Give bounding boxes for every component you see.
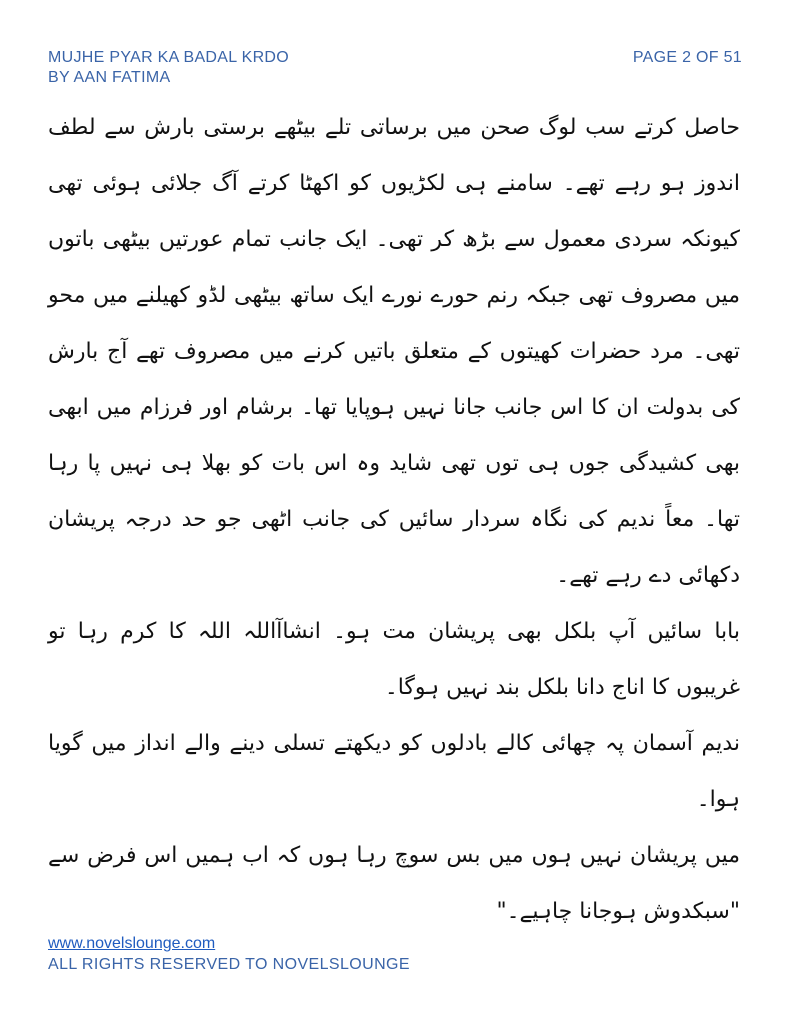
website-link[interactable]: www.novelslounge.com (48, 935, 216, 952)
author-line: BY AAN FATIMA (48, 69, 171, 86)
page-indicator: PAGE 2 OF 51 (632, 49, 742, 66)
body-paragraph: بابا سائیں آپ بلکل بھی پریشان مت ہو۔ انشاآاللہ اللہ کا کرم رہا تو غریبوں کا اناج دانا بلکل بند نہیں ہوگا۔ (48, 619, 740, 700)
body-paragraph: حاصل کرتے سب لوگ صحن میں برساتی تلے بیٹھے برستی بارش سے لطف اندوز ہو رہے تھے۔ سامنے ہی لکڑیوں کو اکھٹا کرتے آگ جلائی ہوئی تھی کیونکہ سردی معمول سے بڑھ کر تھی۔ ایک جانب تمام عورتیں بیٹھی باتوں میں مصروف تھی جبکہ رنم حورے نورے ایک ساتھ بیٹھی لڈو کھیلنے میں محو تھی۔ مرد حضرات کھیتوں کے متعلق باتیں کرنے میں مصروف تھے آج بارش کی بدولت ان کا اس جانب جانا نہیں ہوپایا تھا۔ برشام اور فرزام میں ابھی بھی کشیدگی جوں ہی توں تھی شاید وہ اس بات کو بھلا ہی نہیں پا رہا تھا۔ معاً ندیم کی نگاہ سردار سائیں کی جانب اٹھی جو حد درجہ پریشان دکھائی دے رہے تھے۔ (48, 115, 740, 588)
page-body (48, 100, 740, 940)
copyright-notice: ALL RIGHTS RESERVED TO NOVELSLOUNGE (48, 956, 410, 973)
novel-title: MUJHE PYAR KA BADAL KRDO (48, 49, 290, 66)
document-footer (48, 934, 410, 976)
body-paragraph: ندیم آسمان پہ چھائی کالے بادلوں کو دیکھتے تسلی دینے والے انداز میں گویا ہوا۔ (48, 731, 740, 812)
body-paragraph: میں پریشان نہیں ہوں میں بس سوچ رہا ہوں کہ اب ہمیں اس فرض سے "سبکدوش ہوجانا چاہیے۔" (48, 843, 740, 924)
document-header (48, 48, 289, 88)
